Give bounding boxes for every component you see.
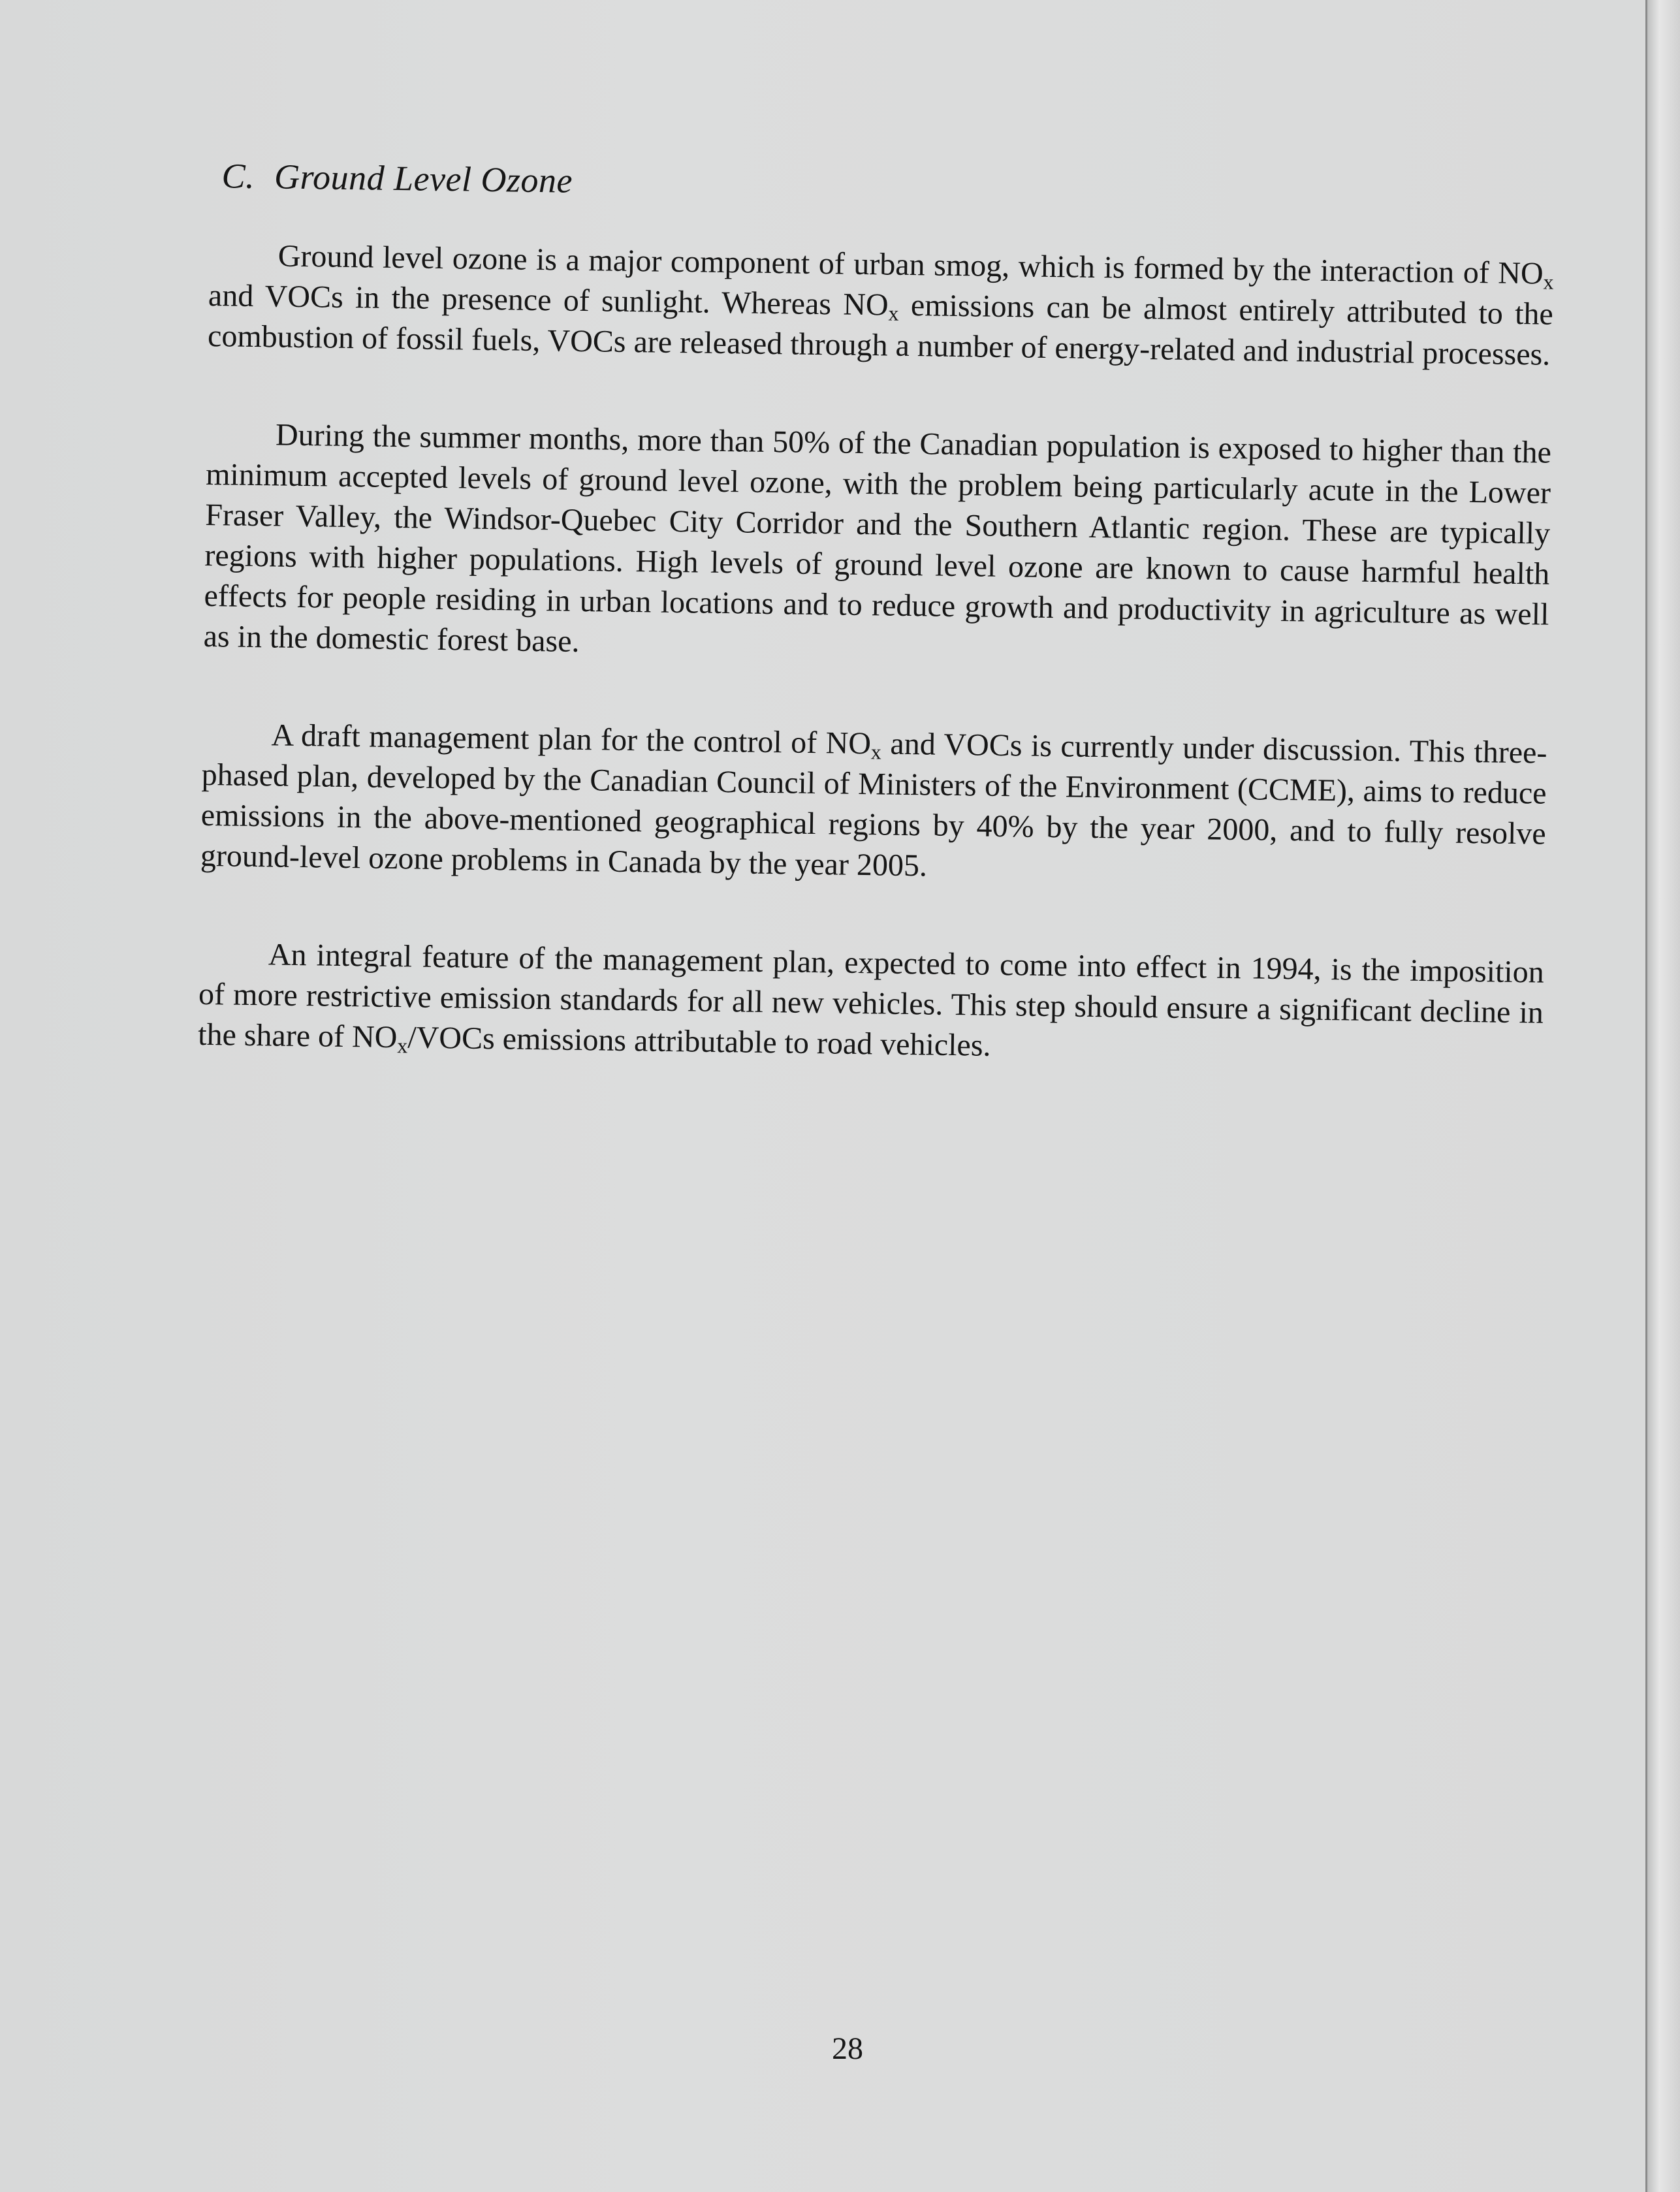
paragraph-1-text-a: Ground level ozone is a major component of urban smog, which is formed by the interaction of NO (277, 238, 1544, 291)
paragraph-3-text-b: and VOCs is currently under discussion. This three-phased plan, developed by the Canadian Council of Ministers of the Environment (CCME), aims to reduce emissions in the above-mentioned geographical regions by 40% by the year 2000, and to fully resolve ground-level ozone problems in Canada by the year 2005. (200, 726, 1547, 883)
paragraph-1 (208, 235, 1554, 375)
section-letter: C. (221, 156, 255, 196)
page-content (197, 155, 1555, 1132)
section-heading (221, 155, 1555, 215)
paragraph-1-text-c: emissions can be almost entirely attributed to the combustion of fossil fuels, VOCs are released through a number of energy-related and industrial processes. (207, 287, 1554, 372)
paragraph-4-text-a: An integral feature of the management plan, expected to come into effect in 1994, is the imposition of more restrictive emission standards for all new vehicles. This step should ensure a significant decline in the share of NO (197, 937, 1545, 1055)
paragraph-1-text-b: and VOCs in the presence of sunlight. Whereas NO (208, 278, 889, 323)
page-edge (1645, 0, 1680, 2192)
paragraph-2: During the summer months, more than 50% of the Canadian population is exposed to higher than the minimum accepted levels of ground level ozone, with the problem being particularly acute in the Lower Fraser Valley, the Windsor-Quebec City Corridor and the Southern Atlantic region. These are typically regions with higher populations. High levels of ground level ozone are known to cause harmful health effects for people residing in urban locations and to reduce growth and productivity in agriculture as well as in the domestic forest base. (203, 417, 1552, 659)
paragraph-3-text-a: A draft management plan for the control of NO (271, 718, 872, 761)
section-title: Ground Level Ozone (274, 157, 573, 200)
paragraph-4-text-b: /VOCs emissions attributable to road vehicles. (407, 1020, 991, 1063)
nox-subscript: x (396, 1034, 408, 1058)
paragraph-4 (198, 934, 1544, 1074)
paragraph-3 (200, 714, 1547, 895)
nox-subscript: x (870, 740, 882, 764)
nox-subscript: x (888, 301, 899, 325)
nox-subscript: x (1543, 270, 1554, 294)
page-number: 28 (832, 2031, 863, 2066)
